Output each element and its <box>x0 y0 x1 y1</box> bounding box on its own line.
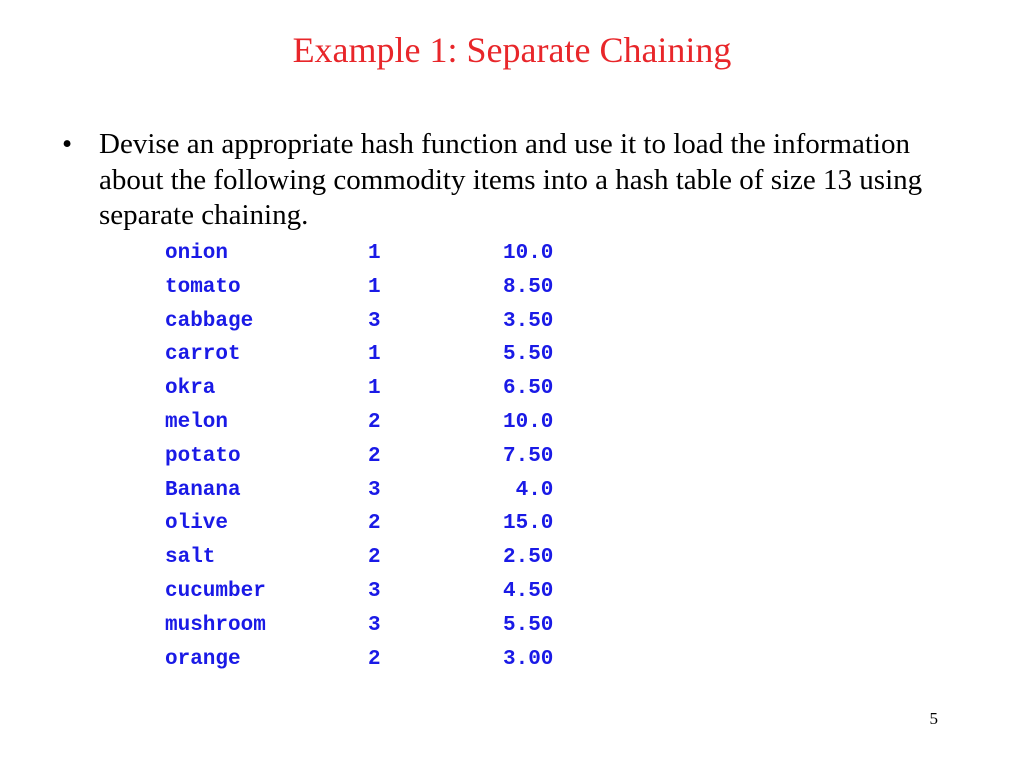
item-price: 7.50 <box>503 444 554 468</box>
item-name: okra <box>165 377 216 401</box>
item-quantity: 2 <box>368 512 381 536</box>
item-quantity: 3 <box>368 478 381 502</box>
bullet-dot-icon: • <box>62 128 73 160</box>
item-name: carrot <box>165 343 241 367</box>
item-price: 2.50 <box>503 546 554 570</box>
item-price: 3.00 <box>503 647 554 671</box>
item-quantity: 1 <box>368 377 381 401</box>
item-name: onion <box>165 242 229 265</box>
item-quantity: 1 <box>368 275 381 299</box>
item-quantity: 3 <box>368 579 381 603</box>
item-price: 8.50 <box>503 275 554 299</box>
page-number: 5 <box>929 709 938 728</box>
item-quantity: 1 <box>368 343 381 367</box>
item-quantity: 2 <box>368 546 381 570</box>
item-price: 10.0 <box>503 242 554 265</box>
item-name: melon <box>165 410 229 434</box>
item-name: tomato <box>165 275 241 299</box>
slide-title: Example 1: Separate Chaining <box>292 30 732 70</box>
item-name: cucumber <box>165 579 266 603</box>
item-name: potato <box>165 444 241 468</box>
item-price: 4.50 <box>503 579 554 603</box>
item-name: cabbage <box>165 309 254 333</box>
item-quantity: 2 <box>368 444 381 468</box>
item-quantity: 2 <box>368 410 381 434</box>
item-price: 6.50 <box>503 377 554 401</box>
item-price: 10.0 <box>503 410 554 434</box>
item-name: salt <box>165 546 216 570</box>
bullet-text: Devise an appropriate hash function and use it to load the information about the following commodity items into a hash table of size 13 using separate chaining. <box>99 128 923 231</box>
item-price: 15.0 <box>503 512 554 536</box>
item-quantity: 2 <box>368 647 381 671</box>
item-price: 3.50 <box>503 309 554 333</box>
item-price: 5.50 <box>503 613 554 637</box>
item-price: 4.0 <box>503 478 554 502</box>
item-name: Banana <box>165 478 241 502</box>
item-quantity: 3 <box>368 309 381 333</box>
item-name: olive <box>165 512 229 536</box>
item-name: mushroom <box>165 613 266 637</box>
item-quantity: 3 <box>368 613 381 637</box>
item-quantity: 1 <box>368 242 381 265</box>
item-price: 5.50 <box>503 343 554 367</box>
item-name: orange <box>165 647 241 671</box>
